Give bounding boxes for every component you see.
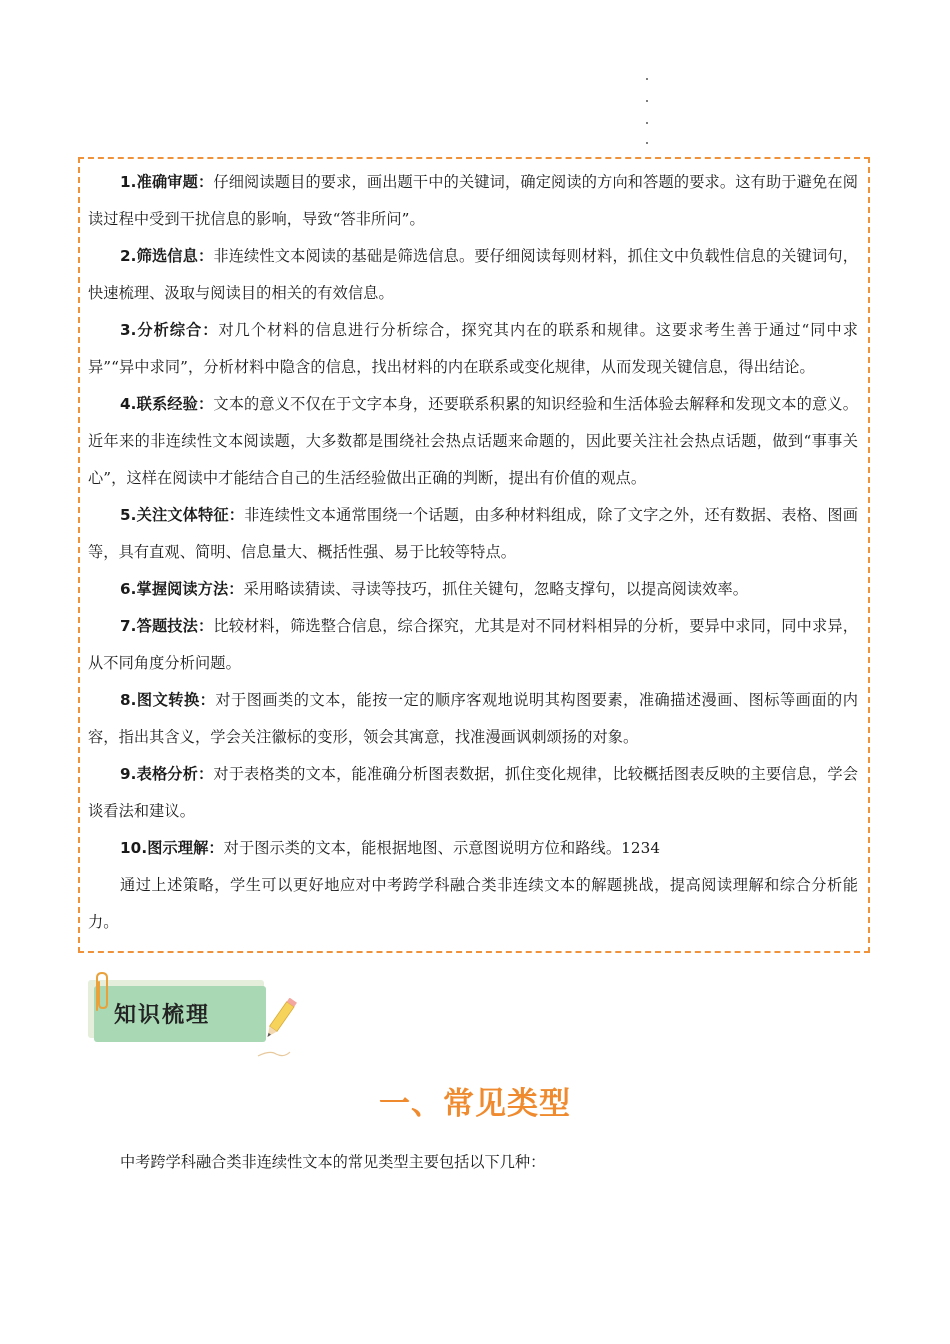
strategy-head: 8.图文转换：	[120, 691, 216, 709]
strategy-item-8	[88, 682, 858, 756]
pencil-icon	[256, 998, 308, 1060]
strategy-text: 文本的意义不仅在于文字本身，还要联系积累的知识经验和生活体验去解释和发现文本的意义。近年来的非连续性文本阅读题，大多数都是围绕社会热点话题来命题的，因此要关注社会热点话题，做到“事事关心”，这样在阅读中才能结合自己的生活经验做出正确的判断，提出有价值的观点。	[88, 395, 858, 487]
strategy-head: 7.答题技法：	[120, 617, 214, 635]
paperclip-icon	[88, 970, 114, 1014]
strategy-text: 非连续性文本阅读的基础是筛选信息。要仔细阅读每则材料，抓住文中负载性信息的关键词句，快速梳理、汲取与阅读目的相关的有效信息。	[88, 247, 858, 302]
strategy-head: 9.表格分析：	[120, 765, 214, 783]
strategy-head: 2.筛选信息：	[120, 247, 214, 265]
strategy-head: 1.准确审题：	[120, 173, 214, 191]
decorative-dots	[646, 78, 650, 148]
strategy-item-4	[88, 386, 858, 497]
strategy-head: 6.掌握阅读方法：	[120, 580, 244, 598]
section-tag-title: 知识梳理	[114, 1003, 211, 1028]
summary-paragraph: 通过上述策略，学生可以更好地应对中考跨学科融合类非连续文本的解题挑战，提高阅读理解和综合分析能力。	[88, 876, 858, 931]
strategy-text: 非连续性文本通常围绕一个话题，由多种材料组成，除了文字之外，还有数据、表格、图画等，具有直观、简明、信息量大、概括性强、易于比较等特点。	[88, 506, 858, 561]
section-heading: 一、常见类型	[379, 1086, 571, 1122]
strategy-box	[78, 157, 870, 953]
strategy-head: 4.联系经验：	[120, 395, 214, 413]
strategy-text: 对几个材料的信息进行分析综合，探究其内在的联系和规律。这要求考生善于通过“同中求异”“异中求同”，分析材料中隐含的信息，找出材料的内在联系或变化规律，从而发现关键信息，得出结论。	[88, 321, 858, 376]
strategy-text: 仔细阅读题目的要求，画出题干中的关键词，确定阅读的方向和答题的要求。这有助于避免在阅读过程中受到干扰信息的影响，导致“答非所问”。	[88, 173, 858, 228]
strategy-head: 3.分析综合：	[120, 321, 219, 339]
strategy-item-2	[88, 238, 858, 312]
strategy-text: 对于表格类的文本，能准确分析图表数据，抓住变化规律，比较概括图表反映的主要信息，学会谈看法和建议。	[88, 765, 858, 820]
strategy-text: 对于图示类的文本，能根据地图、示意图说明方位和路线。1234	[223, 839, 661, 857]
section-tag	[88, 980, 318, 1060]
strategy-head: 10.图示理解：	[120, 839, 224, 857]
strategy-text: 对于图画类的文本，能按一定的顺序客观地说明其构图要素，准确描述漫画、图标等画面的内容，指出其含义，学会关注徽标的变形，领会其寓意，找准漫画讽刺颂扬的对象。	[88, 691, 858, 746]
intro-paragraph: 中考跨学科融合类非连续性文本的常见类型主要包括以下几种：	[120, 1153, 546, 1171]
strategy-item-6	[88, 571, 858, 608]
strategy-text: 比较材料，筛选整合信息，综合探究，尤其是对不同材料相异的分析，要异中求同，同中求异，从不同角度分析问题。	[88, 617, 858, 672]
strategy-item-10	[88, 830, 858, 867]
strategy-text: 采用略读猜读、寻读等技巧，抓住关键句，忽略支撑句，以提高阅读效率。	[243, 580, 749, 598]
strategy-head: 5.关注文体特征：	[120, 506, 245, 524]
strategy-item-1	[88, 164, 858, 238]
strategy-item-9	[88, 756, 858, 830]
strategy-item-7	[88, 608, 858, 682]
strategy-item-3	[88, 312, 858, 386]
strategy-item-5	[88, 497, 858, 571]
